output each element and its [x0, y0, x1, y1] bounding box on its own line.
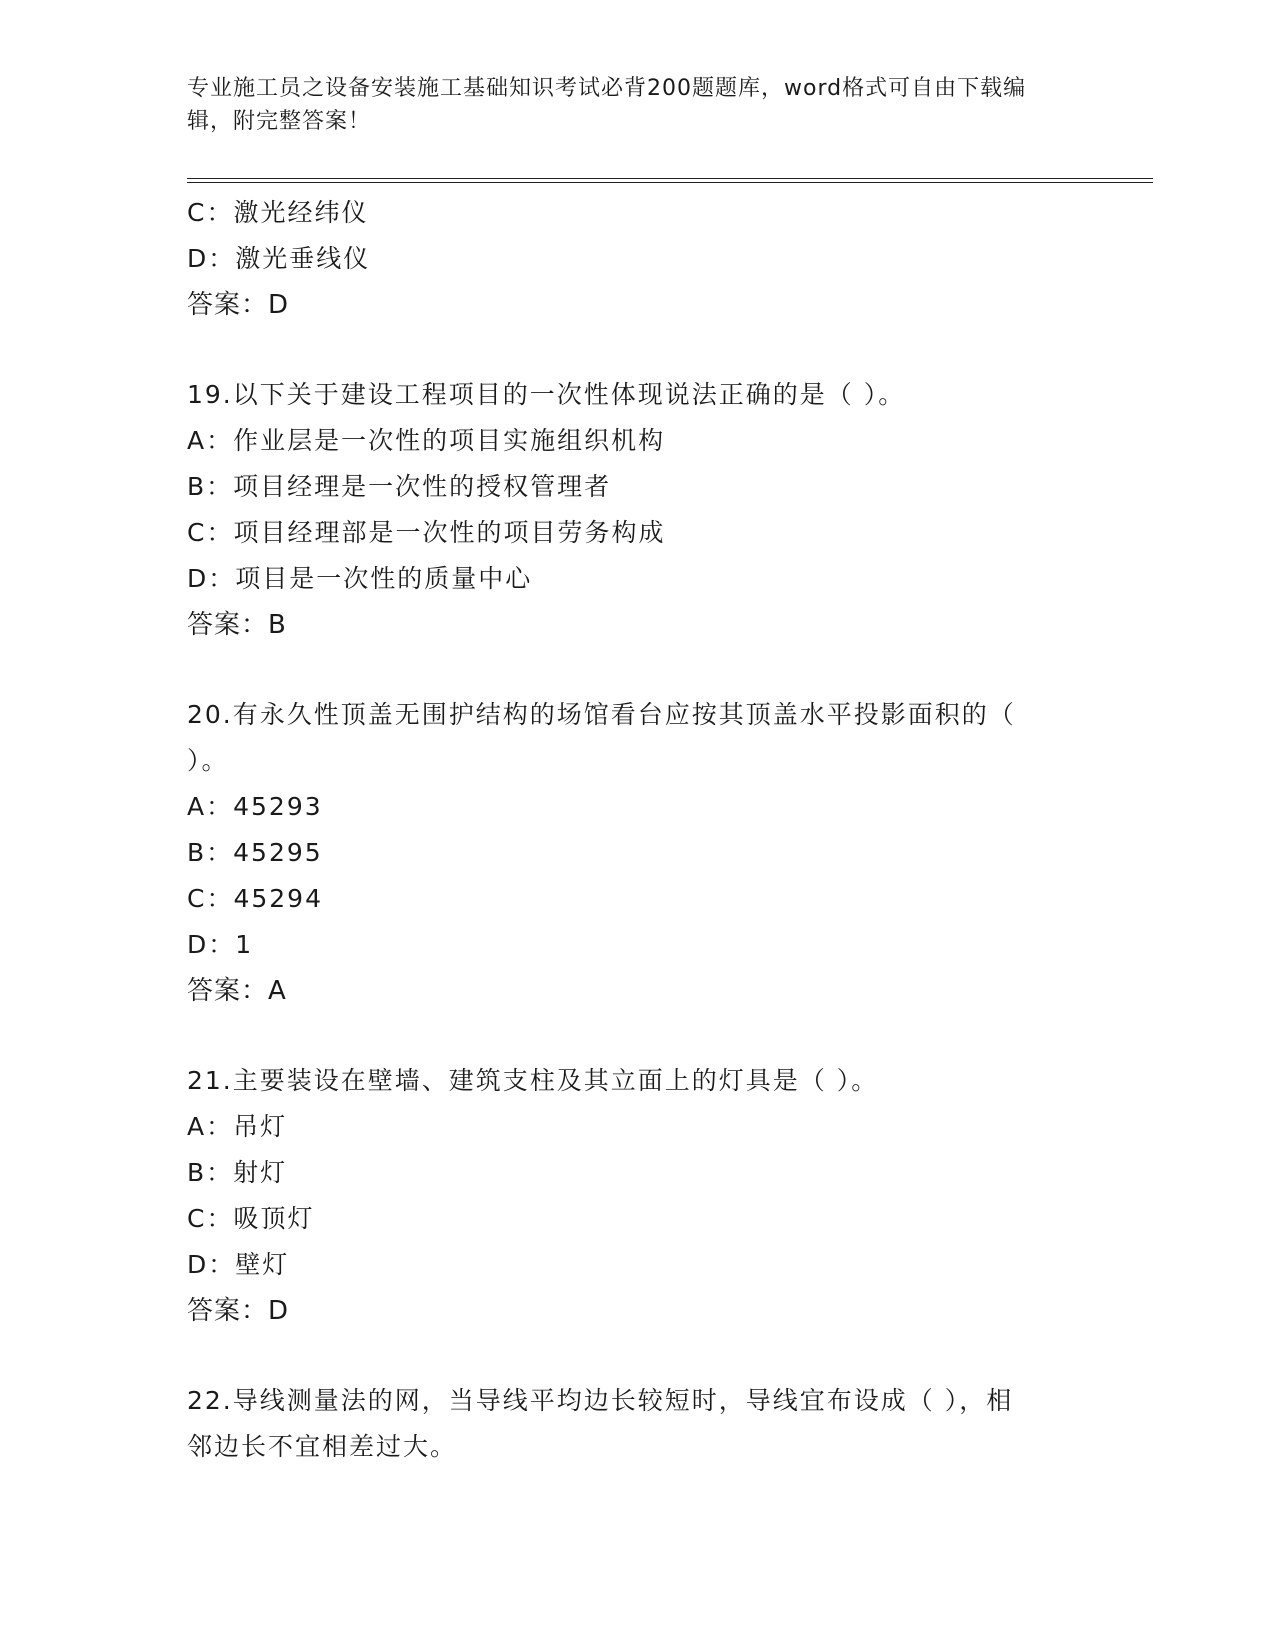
answer-label: 答案：A [187, 976, 287, 1006]
question-block [187, 1378, 1087, 1470]
question-text: 22.导线测量法的网，当导线平均边长较短时，导线宜布设成（ ），相邻边长不宜相差过大。 [187, 1386, 1014, 1461]
option-b: B：45295 [187, 838, 323, 867]
option-d: D：壁灯 [187, 1250, 290, 1279]
option-c: C：吸顶灯 [187, 1204, 315, 1233]
option-b: B：射灯 [187, 1158, 288, 1187]
question-text: 19.以下关于建设工程项目的一次性体现说法正确的是（ ）。 [187, 380, 906, 409]
option-a: A：45293 [187, 792, 323, 821]
option-b: B：项目经理是一次性的授权管理者 [187, 472, 612, 501]
option-d: D：1 [187, 930, 254, 959]
option-a: A：作业层是一次性的项目实施组织机构 [187, 426, 666, 455]
document-header: 专业施工员之设备安装施工基础知识考试必背200题题库，word格式可自由下载编辑，附完整答案！ [187, 76, 1027, 134]
question-block [187, 692, 1087, 1014]
option-d: D：激光垂线仪 [187, 244, 371, 273]
question-block [187, 190, 1087, 328]
question-text: 20.有永久性顶盖无围护结构的场馆看台应按其顶盖水平投影面积的（ ）。 [187, 700, 1016, 775]
question-block [187, 372, 1087, 648]
answer-label: 答案：B [187, 610, 287, 640]
option-c: C：激光经纬仪 [187, 198, 369, 227]
option-c: C：45294 [187, 884, 323, 913]
question-list [187, 190, 1087, 1470]
option-a: A：吊灯 [187, 1112, 288, 1141]
option-c: C：项目经理部是一次性的项目劳务构成 [187, 518, 666, 547]
question-block [187, 1058, 1087, 1334]
answer-label: 答案：D [187, 290, 290, 320]
header-divider [187, 178, 1153, 183]
answer-label: 答案：D [187, 1296, 290, 1326]
option-d: D：项目是一次性的质量中心 [187, 564, 533, 593]
question-text: 21.主要装设在壁墙、建筑支柱及其立面上的灯具是（ ）。 [187, 1066, 879, 1095]
